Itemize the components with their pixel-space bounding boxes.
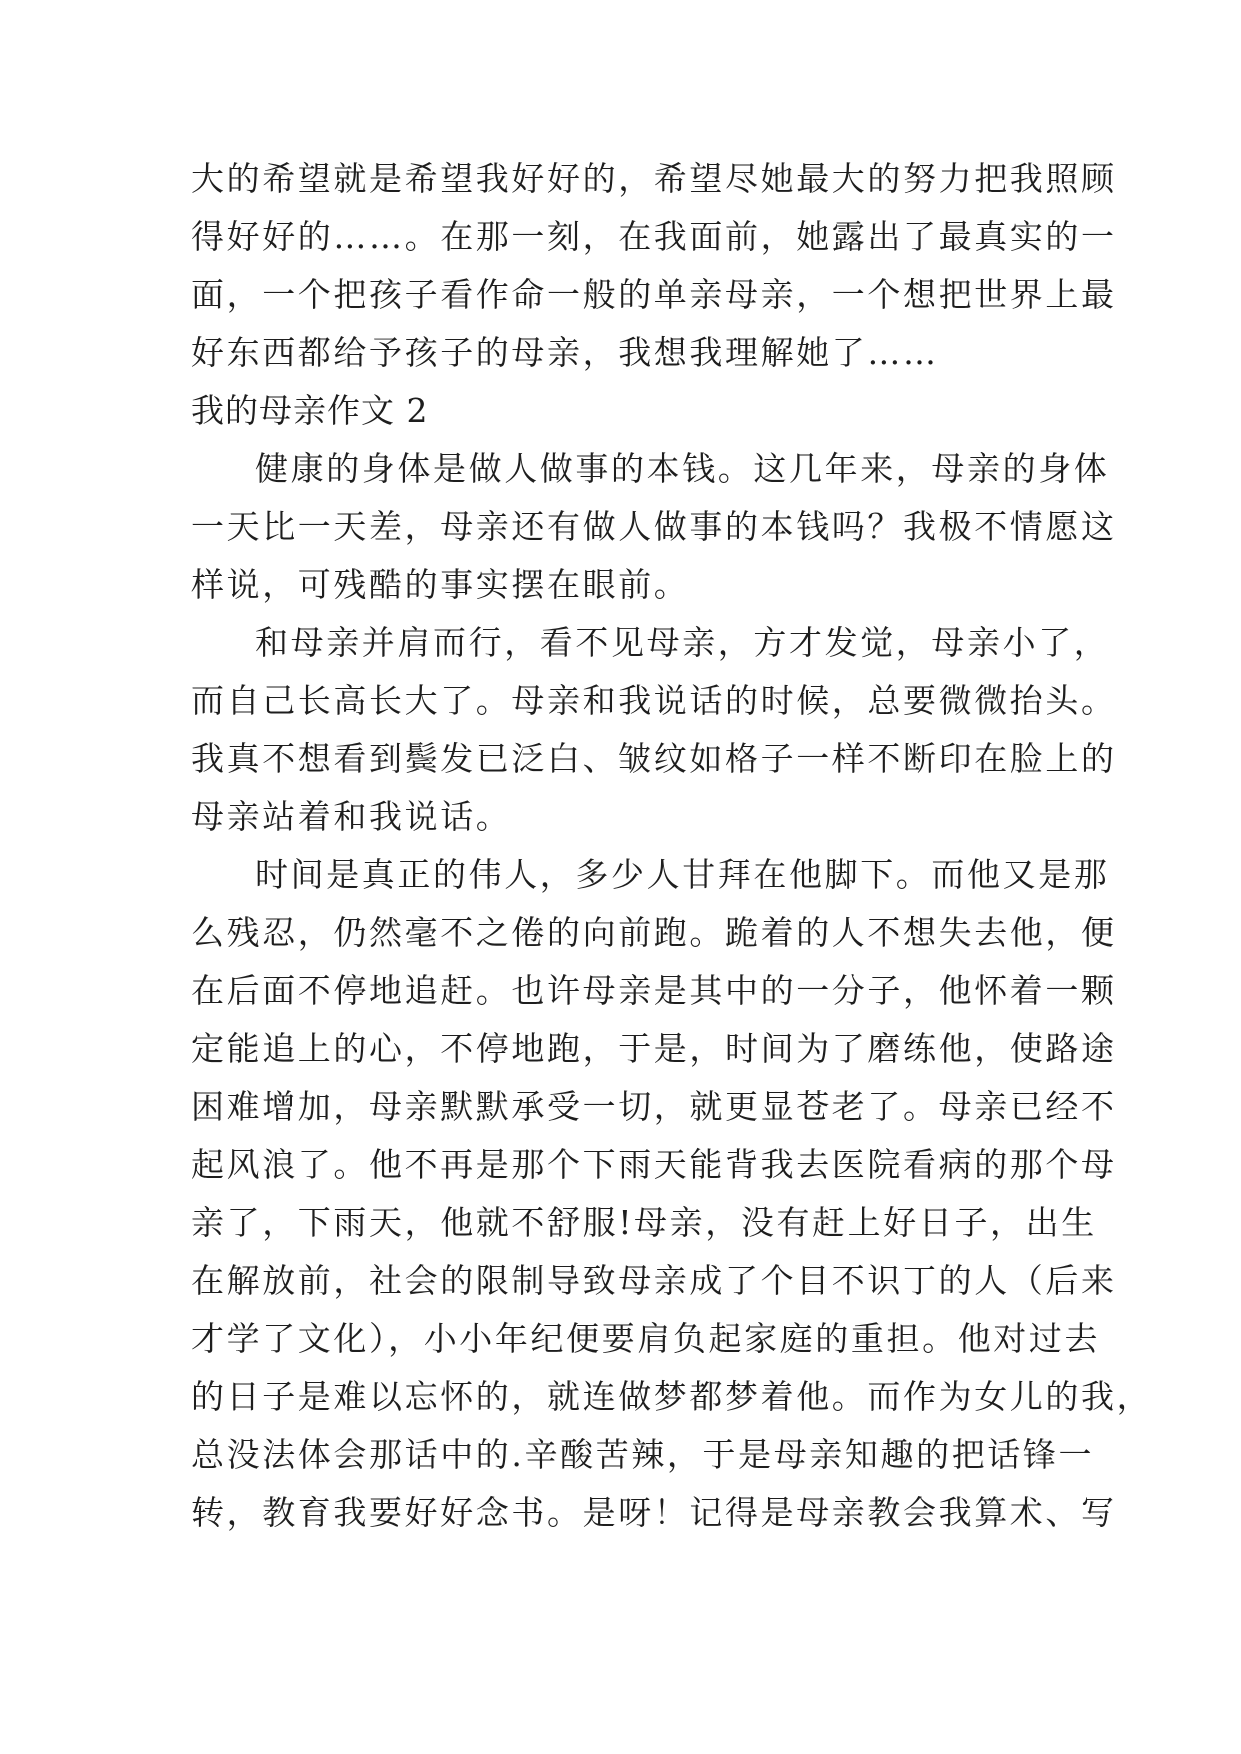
paragraph-2 [191,614,1117,846]
text-line: 起风浪了。他不再是那个下雨天能背我去医院看病的那个母 [191,1145,1117,1184]
text-line: 母亲站着和我说话。 [191,797,512,836]
text-line: 面，一个把孩子看作命一般的单亲母亲，一个想把世界上最 [191,275,1117,314]
text-line: 得好好的……。在那一刻，在我面前，她露出了最真实的一 [191,217,1117,256]
text-line: 一天比一天差，母亲还有做人做事的本钱吗？我极不情愿这 [191,507,1117,546]
text-line: 好东西都给予孩子的母亲，我想我理解她了…… [191,333,939,372]
text-line: 亲了，下雨天，他就不舒服!母亲，没有赶上好日子，出生 [191,1203,1097,1242]
paragraph-3 [191,846,1153,1542]
text-line: 大的希望就是希望我好好的，希望尽她最大的努力把我照顾 [191,159,1117,198]
text-line: 转，教育我要好好念书。是呀！记得是母亲教会我算术、写 [191,1493,1117,1532]
text-line: 在后面不停地追赶。也许母亲是其中的一分子，他怀着一颗 [191,971,1117,1010]
document-body [191,150,1153,1542]
text-line: 定能追上的心，不停地跑，于是，时间为了磨练他，使路途 [191,1029,1117,1068]
section-title: 我的母亲作文 2 [191,391,429,430]
text-line: 和母亲并肩而行，看不见母亲，方才发觉，母亲小了， [255,623,1110,662]
text-line: 么残忍，仍然毫不之倦的向前跑。跪着的人不想失去他，便 [191,913,1117,952]
text-line: 困难增加，母亲默默承受一切，就更显苍老了。母亲已经不 [191,1087,1117,1126]
text-line: 总没法体会那话中的.辛酸苦辣，于是母亲知趣的把话锋一 [191,1435,1095,1474]
text-line: 在解放前，社会的限制导致母亲成了个目不识丁的人（后来 [191,1261,1117,1300]
text-line: 时间是真正的伟人，多少人甘拜在他脚下。而他又是那 [255,855,1110,894]
text-line: 健康的身体是做人做事的本钱。这几年来，母亲的身体 [255,449,1110,488]
text-line: 我真不想看到鬓发已泛白、皱纹如格子一样不断印在脸上的 [191,739,1117,778]
text-line: 而自己长高长大了。母亲和我说话的时候，总要微微抬头。 [191,681,1117,720]
text-line: 才学了文化），小小年纪便要肩负起家庭的重担。他对过去 [191,1319,1101,1358]
text-line: 的日子是难以忘怀的，就连做梦都梦着他。而作为女儿的我， [191,1377,1153,1416]
text-line: 样说，可残酷的事实摆在眼前。 [191,565,690,604]
paragraph-1 [191,440,1117,614]
continuation-paragraph [191,150,1117,382]
